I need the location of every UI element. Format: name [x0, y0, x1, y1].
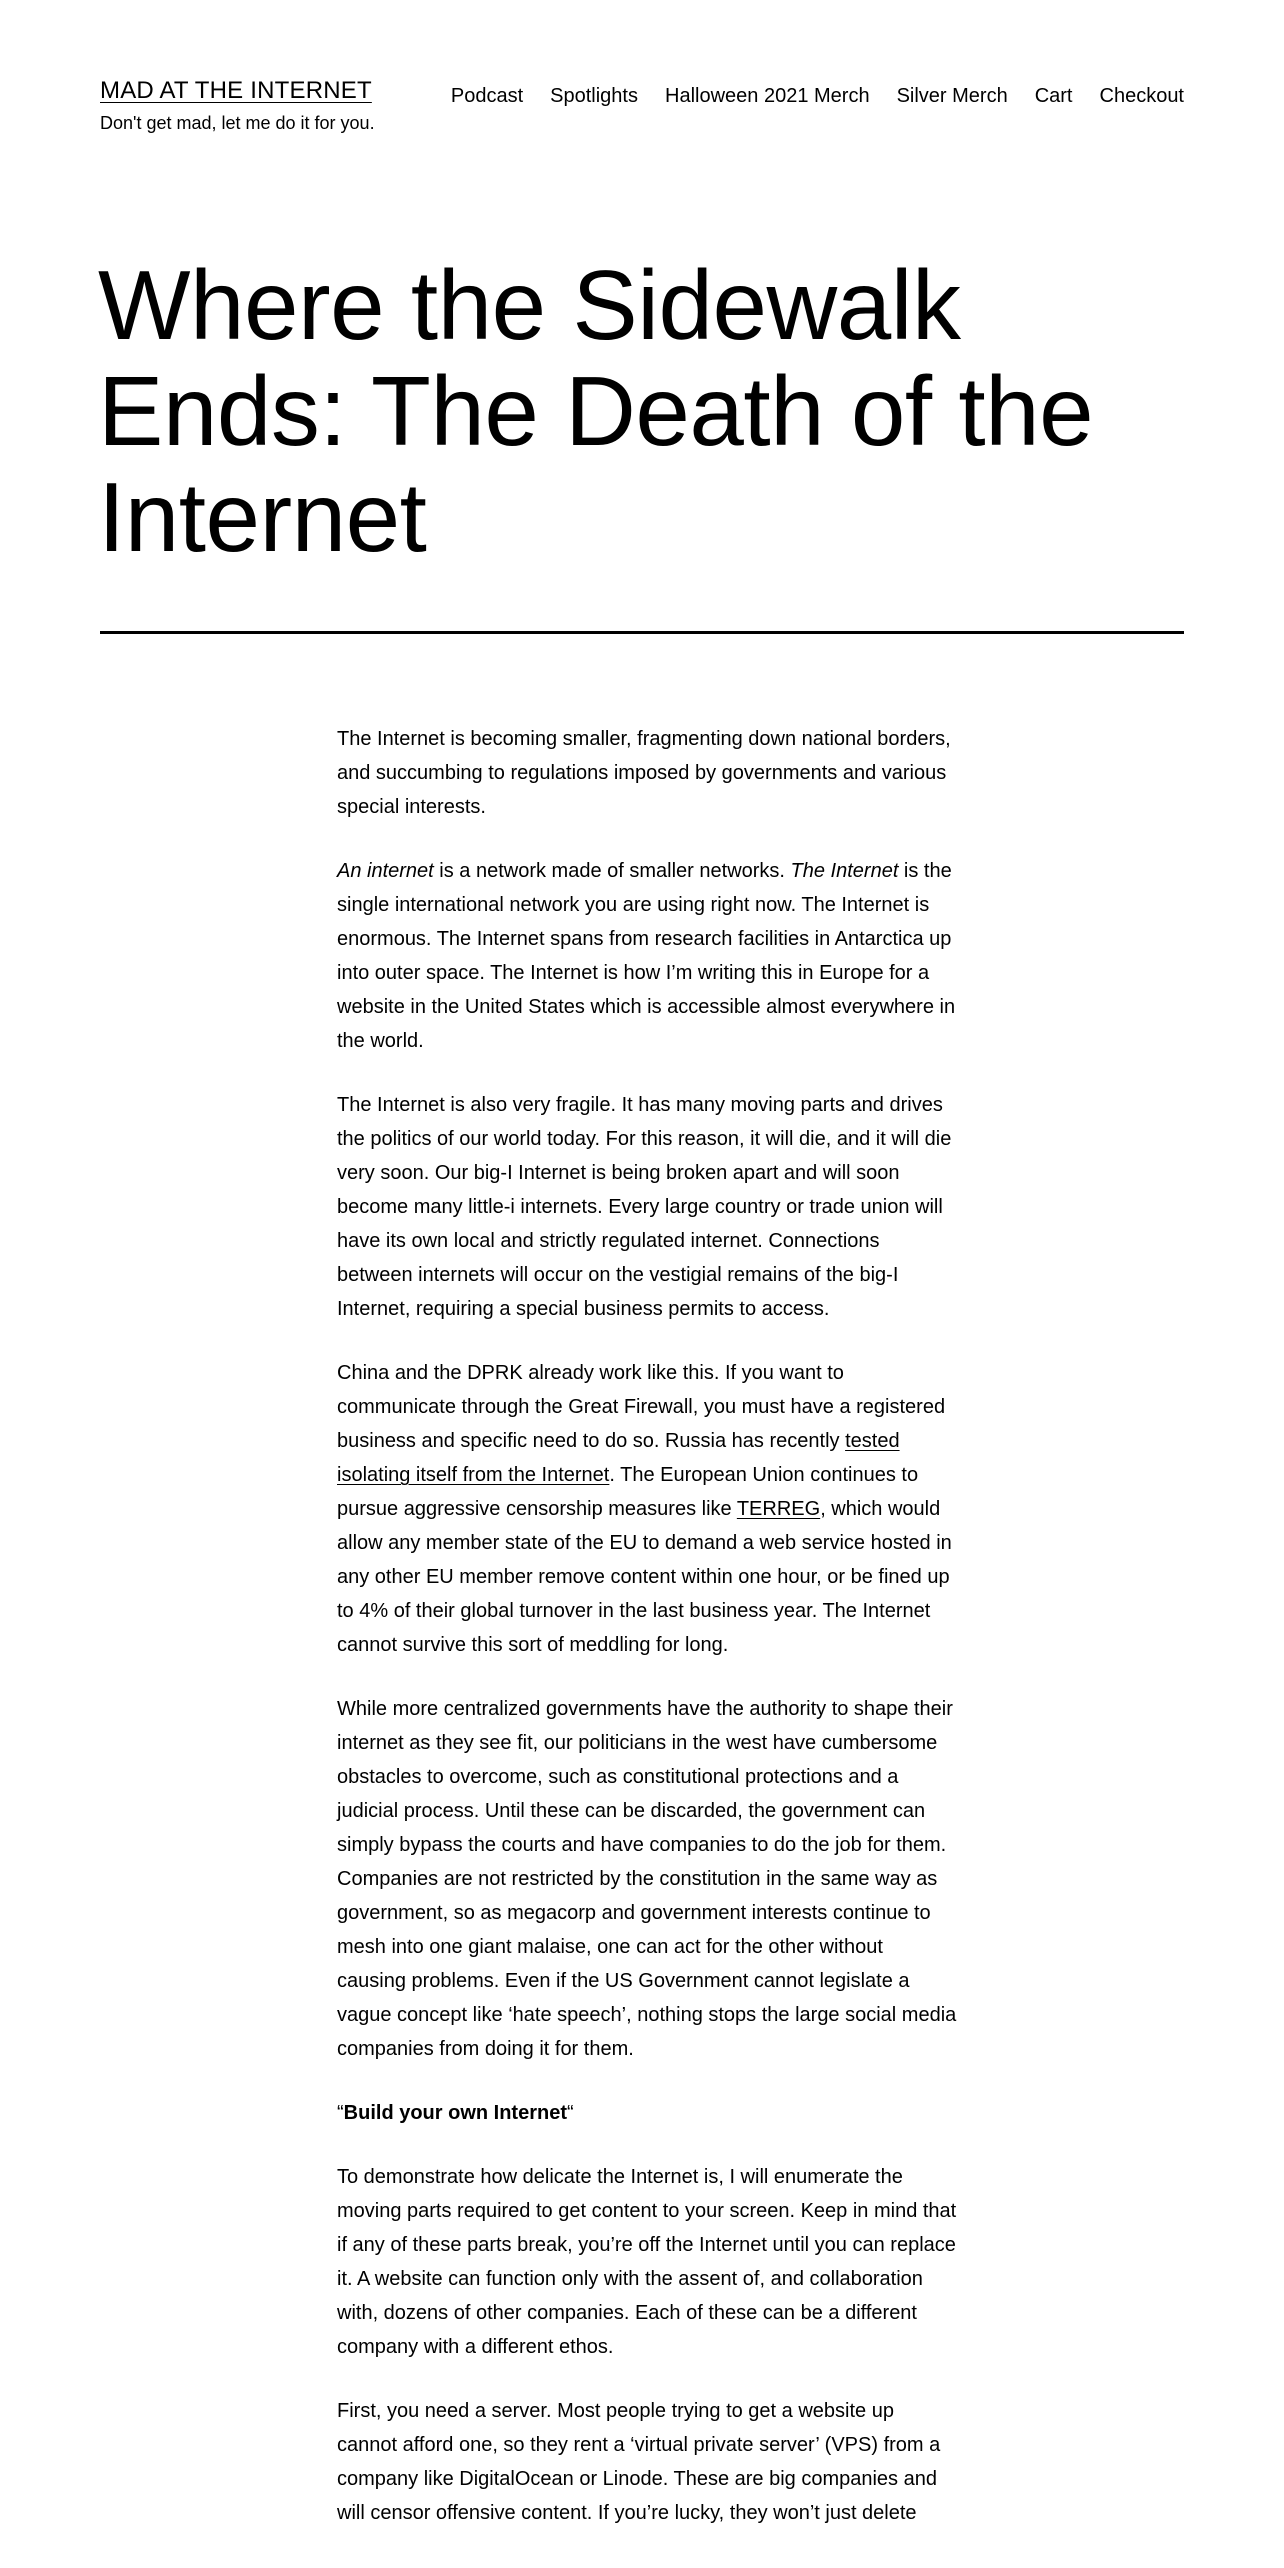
article-paragraph-4	[337, 1356, 957, 1662]
article-body	[337, 722, 957, 2560]
title-divider	[100, 631, 1184, 634]
open-quote: “	[337, 2102, 344, 2124]
site-header	[100, 76, 1184, 136]
nav-item-checkout[interactable]: Checkout	[1099, 85, 1184, 107]
article-paragraph-2	[337, 854, 957, 1058]
site-title-link[interactable]: MAD AT THE INTERNET	[100, 77, 372, 104]
article-paragraph-3: The Internet is also very fragile. It has many moving parts and drives the politics of our world today. For this reason, it will die, and it will die very soon. Our big-I Internet is being broken apart and will soon become many little-i internets. Every large country or trade union will have its own local and strictly regulated internet. Connections between internets will occur on the vestigial remains of the big-I Internet, requiring a special business permits to access.	[337, 1094, 952, 1320]
paragraph-text: China and the DPRK already work like this. If you want to communicate through the Great Firewall, you must have a registered business and specific need to do so. Russia has recently	[337, 1362, 946, 1452]
paragraph-text: is a network made of smaller networks.	[433, 860, 791, 882]
primary-nav	[451, 82, 1184, 110]
nav-item-podcast[interactable]: Podcast	[450, 85, 524, 107]
article-paragraph-1: The Internet is becoming smaller, fragmenting down national borders, and succumbing to regulations imposed by governments and various special interests.	[337, 728, 951, 818]
section-heading-text: Build your own Internet	[343, 2102, 568, 2124]
nav-item-spotlights[interactable]: Spotlights	[550, 85, 638, 107]
site-tagline: Don't get mad, let me do it for you.	[100, 113, 375, 133]
paragraph-text: . The European Union continues to pursue aggressive censorship measures like	[337, 1464, 919, 1520]
section-heading	[337, 2096, 957, 2130]
russia-isolation-link[interactable]: tested isolating itself from the Internet	[337, 1430, 900, 1486]
article-paragraph-6: To demonstrate how delicate the Internet is, I will enumerate the moving parts required to get content to your screen. Keep in mind that if any of these parts break, you’re off the Internet until you can replace it. A website can function only with the assent of, and collaboration with, dozens of other companies. Each of these can be a different company with a different ethos.	[337, 2166, 957, 2358]
emphasis-the-internet: The Internet	[790, 860, 899, 882]
article-paragraph-5: While more centralized governments have the authority to shape their internet as they see fit, our politicians in the west have cumbersome obstacles to overcome, such as constitutional protections and a judicial process. Until these can be discarded, the government can simply bypass the courts and have companies to do the job for them. Companies are not restricted by the constitution in the same way as government, so as megacorp and government interests continue to mesh into one giant malaise, one can act for the other without causing problems. Even if the US Government cannot legislate a vague concept like ‘hate speech’, nothing stops the large social media companies from doing it for them.	[337, 1698, 957, 2060]
nav-item-cart[interactable]: Cart	[1034, 85, 1073, 107]
emphasis-an-internet: An internet	[337, 860, 434, 882]
close-quote: “	[567, 2102, 574, 2124]
nav-item-halloween-merch[interactable]: Halloween 2021 Merch	[665, 85, 870, 107]
paragraph-text: is the single international network you are using right now. The Internet is enormous. The Internet spans from research facilities in Antarctica up into outer space. The Internet is how I’m writing this in Europe for a website in the United States which is accessible almost everywhere in the world.	[337, 860, 956, 1052]
nav-item-silver-merch[interactable]: Silver Merch	[896, 85, 1008, 107]
article-title: Where the Sidewalk Ends: The Death of the Internet	[98, 250, 1094, 572]
terreg-link[interactable]: TERREG	[736, 1498, 821, 1520]
article-paragraph-7: First, you need a server. Most people trying to get a website up cannot afford one, so they rent a ‘virtual private server’ (VPS) from a company like DigitalOcean or Linode. These are big companies and will censor offensive content. If you’re lucky, they won’t just delete	[337, 2400, 941, 2524]
paragraph-text: , which would allow any member state of the EU to demand a web service hosted in any other EU member remove content within one hour, or be fined up to 4% of their global turnover in the last business year. The Internet cannot survive this sort of meddling for long.	[337, 1498, 952, 1656]
